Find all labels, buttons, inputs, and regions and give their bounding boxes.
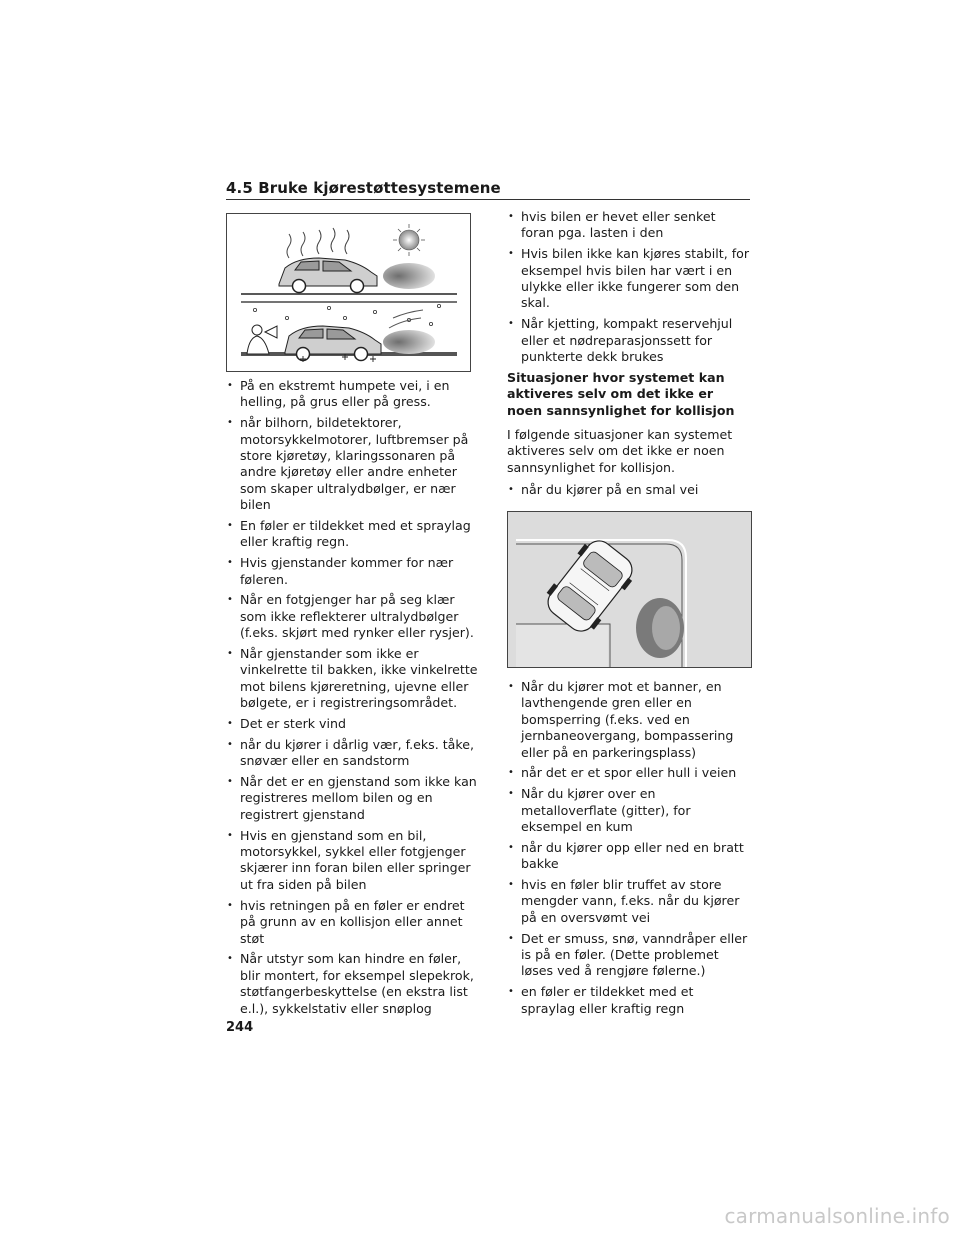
list-item: • Hvis bilen ikke kan kjøres stabilt, for eksempel hvis bilen har vært i en ulykke eller ikke fungerer som den skal. <box>507 246 750 312</box>
list-item: • Det er smuss, snø, vanndråper eller is på en føler. (Dette problemet løses ved å rengjøre følerne.) <box>507 931 750 980</box>
right-column-bottom <box>507 679 750 1021</box>
list-item: • Når det er en gjenstand som ikke kan registreres mellom bilen og en registrert gjenstand <box>226 774 478 823</box>
list-item: • En føler er tildekket med et spraylag eller kraftig regn. <box>226 518 478 551</box>
list-item: • På en ekstremt humpete vei, i en helling, på grus eller på gress. <box>226 378 478 411</box>
left-column <box>226 378 478 1021</box>
right-column <box>507 209 750 503</box>
list-item: • Når en fotgjenger har på seg klær som ikke reflekterer ultralydbølger (f.eks. skjørt med rynker eller rysjer). <box>226 592 478 641</box>
list-item: • hvis en føler blir truffet av store mengder vann, f.eks. når du kjører på en oversvømt vei <box>507 877 750 926</box>
list-item: • Når du kjører over en metalloverflate (gitter), for eksempel en kum <box>507 786 750 835</box>
list-item: • hvis bilen er hevet eller senket foran pga. lasten i den <box>507 209 750 242</box>
narrow-road-illustration <box>507 511 752 668</box>
list-item: • når du kjører i dårlig vær, f.eks. tåke, snøvær eller en sandstorm <box>226 737 478 770</box>
watermark: carmanualsonline.info <box>724 1204 950 1228</box>
list-item: • hvis retningen på en føler er endret på grunn av en kollisjon eller annet støt <box>226 898 478 947</box>
car-sensor-illustration <box>226 213 471 372</box>
list-item: • Når du kjører mot et banner, en lavthengende gren eller en bomsperring (f.eks. ved en jernbaneovergang, bompassering eller på en parkeringsplass) <box>507 679 750 761</box>
right-bullet-list-bottom <box>507 679 750 1017</box>
section-subheading: Situasjoner hvor systemet kan aktiveres selv om det ikke er noen sannsynlighet for kollisjon <box>507 369 735 418</box>
section-paragraph: I følgende situasjoner kan systemet aktiveres selv om det ikke er noen sannsynlighet for kollisjon. <box>507 427 733 475</box>
list-item: • Når utstyr som kan hindre en føler, blir montert, for eksempel slepekrok, støtfangerbeskyttelse (en ekstra list e.l.), sykkelstativ eller snøplog <box>226 951 478 1017</box>
right-bullet-list-top <box>507 209 750 365</box>
list-item: • en føler er tildekket med et spraylag eller kraftig regn <box>507 984 750 1017</box>
section-title: 4.5 Bruke kjørestøttesystemene <box>226 179 501 197</box>
list-item: • Hvis gjenstander kommer for nær føleren. <box>226 555 478 588</box>
list-item: • Det er sterk vind <box>226 716 478 732</box>
list-item: • når det er et spor eller hull i veien <box>507 765 750 781</box>
page-number: 244 <box>226 1020 254 1035</box>
list-item: • Når gjenstander som ikke er vinkelrette til bakken, ikke vinkelrette mot bilens kjøreretning, ujevne eller bølgete, er i registreringsområdet. <box>226 646 478 712</box>
list-item: • når du kjører opp eller ned en bratt bakke <box>507 840 750 873</box>
left-bullet-list <box>226 378 478 1017</box>
list-item: • Hvis en gjenstand som en bil, motorsykkel, sykkel eller fotgjenger skjærer inn foran bilen eller springer ut fra siden på bilen <box>226 828 478 894</box>
list-item: • når bilhorn, bildetektorer, motorsykkelmotorer, luftbremser på store kjøretøy, klaringssonaren på andre kjøretøy eller andre enheter som skaper ultralydbølger, er nær bilen <box>226 415 478 513</box>
list-item: • når du kjører på en smal vei <box>507 482 750 498</box>
header-divider <box>226 199 750 200</box>
right-bullet-list-mid <box>507 482 750 498</box>
list-item: • Når kjetting, kompakt reservehjul eller et nødreparasjonssett for punkterte dekk brukes <box>507 316 750 365</box>
